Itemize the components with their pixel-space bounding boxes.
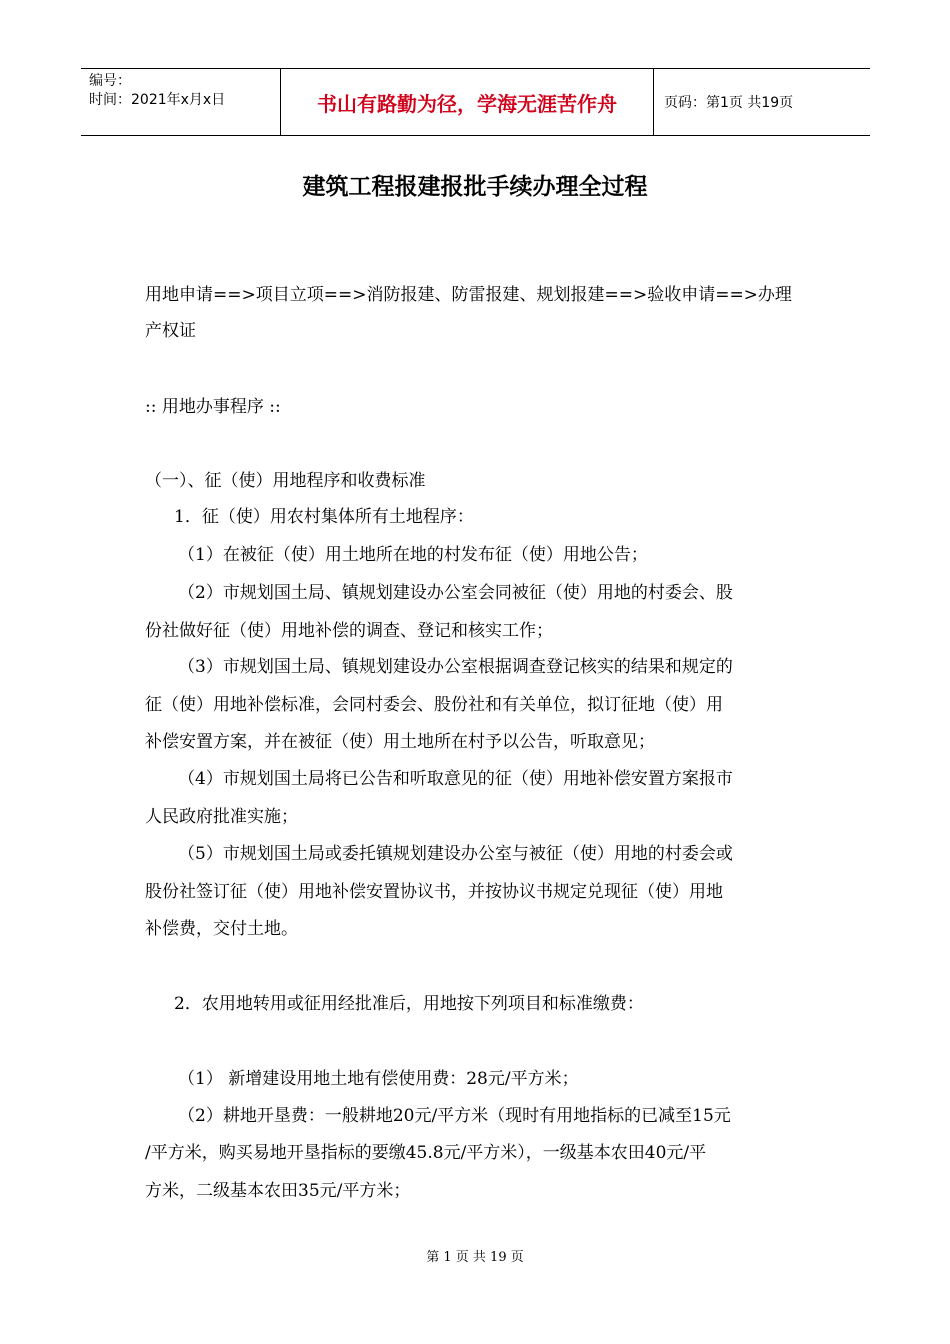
paragraph-line: （2）耕地开垦费：一般耕地20元/平方米（现时有用地指标的已减至15元 [178, 1106, 731, 1126]
paragraph-line: 股份社签订征（使）用地补偿安置协议书，并按协议书规定兑现征（使）用地 [145, 882, 723, 902]
page-footer: 第 1 页 共 19 页 [426, 1250, 524, 1265]
paragraph-line: 用地申请==>项目立项==>消防报建、防雷报建、规划报建==>验收申请==>办理 [145, 285, 792, 305]
paragraph-line: （3）市规划国土局、镇规划建设办公室根据调查登记核实的结果和规定的 [178, 657, 733, 677]
page-info-cell [654, 69, 870, 135]
paragraph-line: 补偿安置方案，并在被征（使）用土地所在村予以公告，听取意见； [145, 732, 655, 752]
paragraph-line: 2．农用地转用或征用经批准后，用地按下列项目和标准缴费： [174, 994, 644, 1014]
paragraph-line: 产权证 [145, 321, 196, 341]
paragraph-line: 补偿费，交付土地。 [145, 919, 298, 939]
number-label: 编号： [89, 73, 131, 89]
paragraph-line: （1） 新增建设用地土地有偿使用费：28元/平方米； [178, 1069, 579, 1089]
motto-cell [281, 69, 654, 135]
motto-text: 书山有路勤为径，学海无涯苦作舟 [317, 91, 617, 116]
paragraph-line: 征（使）用地补偿标准，会同村委会、股份社和有关单位，拟订征地（使）用 [145, 695, 723, 715]
paragraph-line: （5）市规划国土局或委托镇规划建设办公室与被征（使）用地的村委会或 [178, 844, 733, 864]
page-info-text: 页码：第1页 共19页 [664, 95, 794, 111]
paragraph-line: 人民政府批准实施； [145, 807, 298, 827]
paragraph-line: 份社做好征（使）用地补偿的调查、登记和核实工作； [145, 621, 553, 641]
subsection-heading: （一）、征（使）用地程序和收费标准 [145, 471, 426, 491]
header-table [81, 68, 870, 136]
paragraph-line: 1．征（使）用农村集体所有土地程序： [174, 507, 474, 527]
time-label: 时间：2021年x月x日 [89, 92, 226, 108]
header-meta-cell [81, 69, 281, 135]
section-heading: :: 用地办事程序 :: [145, 397, 281, 417]
paragraph-line: （1）在被征（使）用土地所在地的村发布征（使）用地公告； [178, 545, 648, 565]
paragraph-line: /平方米，购买易地开垦指标的要缴45.8元/平方米），一级基本农田40元/平 [145, 1143, 707, 1163]
paragraph-line: （2）市规划国土局、镇规划建设办公室会同被征（使）用地的村委会、股 [178, 583, 733, 603]
document-title: 建筑工程报建报批手续办理全过程 [302, 174, 648, 200]
paragraph-line: 方米，二级基本农田35元/平方米； [145, 1181, 411, 1201]
paragraph-line: （4）市规划国土局将已公告和听取意见的征（使）用地补偿安置方案报市 [178, 769, 733, 789]
